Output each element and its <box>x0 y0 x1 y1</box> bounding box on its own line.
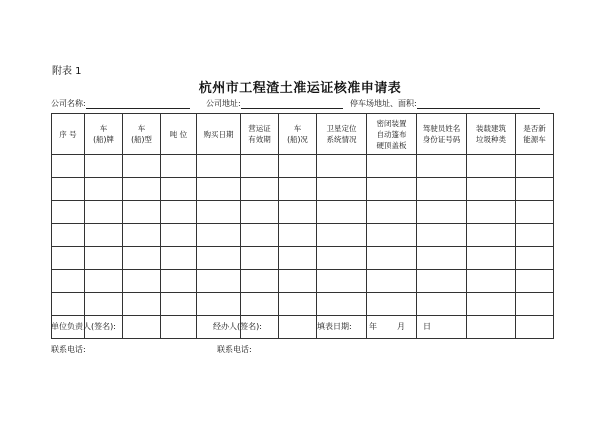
table-cell[interactable] <box>279 224 317 247</box>
fill-date-label: 填表日期: <box>317 322 352 331</box>
table-header-row <box>52 114 554 155</box>
table-cell[interactable] <box>52 178 85 201</box>
table-cell[interactable] <box>367 293 417 316</box>
table-row <box>52 178 554 201</box>
table-cell[interactable] <box>85 201 123 224</box>
table-cell[interactable] <box>161 270 197 293</box>
table-cell[interactable] <box>241 201 279 224</box>
table-cell[interactable] <box>279 270 317 293</box>
table-cell[interactable] <box>367 201 417 224</box>
table-cell[interactable] <box>197 293 241 316</box>
table-cell[interactable] <box>85 293 123 316</box>
table-cell[interactable] <box>85 224 123 247</box>
parking-field[interactable] <box>417 99 540 109</box>
handler-signature-label: 经办人(签名): <box>213 322 262 331</box>
table-cell[interactable] <box>161 224 197 247</box>
table-cell[interactable] <box>516 178 554 201</box>
table-cell[interactable] <box>161 316 197 339</box>
table-cell[interactable] <box>52 270 85 293</box>
table-cell[interactable] <box>317 201 367 224</box>
table-cell[interactable] <box>52 247 85 270</box>
table-cell[interactable] <box>279 178 317 201</box>
table-cell[interactable] <box>197 224 241 247</box>
table-cell[interactable] <box>467 178 516 201</box>
column-header: 购买日期 <box>197 114 241 155</box>
table-cell[interactable] <box>123 247 161 270</box>
column-header: 装载建筑 垃圾种类 <box>467 114 516 155</box>
attachment-label: 附表 1 <box>52 66 82 77</box>
application-table <box>51 113 554 339</box>
table-cell[interactable] <box>161 293 197 316</box>
table-cell[interactable] <box>417 224 467 247</box>
year-label: 年 <box>369 322 377 331</box>
table-cell[interactable] <box>241 178 279 201</box>
table-cell[interactable] <box>417 201 467 224</box>
table-cell[interactable] <box>516 293 554 316</box>
table-cell[interactable] <box>123 224 161 247</box>
table-cell[interactable] <box>317 247 367 270</box>
table-row <box>52 155 554 178</box>
table-cell[interactable] <box>161 201 197 224</box>
table-cell[interactable] <box>197 201 241 224</box>
table-cell[interactable] <box>367 270 417 293</box>
table-cell[interactable] <box>52 201 85 224</box>
table-cell[interactable] <box>317 270 367 293</box>
contact-phone-label-1: 联系电话: <box>51 345 86 354</box>
table-cell[interactable] <box>516 155 554 178</box>
table-row <box>52 293 554 316</box>
table-cell[interactable] <box>52 155 85 178</box>
column-header: 卫星定位 系统情况 <box>317 114 367 155</box>
table-cell[interactable] <box>123 178 161 201</box>
table-cell[interactable] <box>516 316 554 339</box>
day-label: 日 <box>423 322 431 331</box>
table-cell[interactable] <box>467 293 516 316</box>
column-header: 密闭装置 自动篷布 硬顶盖板 <box>367 114 417 155</box>
table-cell[interactable] <box>417 178 467 201</box>
table-cell[interactable] <box>52 293 85 316</box>
table-cell[interactable] <box>241 270 279 293</box>
table-cell[interactable] <box>467 270 516 293</box>
table-cell[interactable] <box>123 293 161 316</box>
table-cell[interactable] <box>516 247 554 270</box>
table-cell[interactable] <box>241 247 279 270</box>
table-cell[interactable] <box>467 247 516 270</box>
table-cell[interactable] <box>85 178 123 201</box>
table-row <box>52 247 554 270</box>
table-cell[interactable] <box>317 178 367 201</box>
parking-label: 停车场地址、面积: <box>350 99 417 108</box>
table-cell[interactable] <box>241 155 279 178</box>
table-cell[interactable] <box>197 270 241 293</box>
table-cell[interactable] <box>417 270 467 293</box>
table-cell[interactable] <box>367 224 417 247</box>
table-cell[interactable] <box>85 270 123 293</box>
table-cell[interactable] <box>516 270 554 293</box>
table-cell[interactable] <box>123 155 161 178</box>
table-cell[interactable] <box>123 201 161 224</box>
company-name-field[interactable] <box>86 99 190 109</box>
table-cell[interactable] <box>279 201 317 224</box>
table-cell[interactable] <box>317 224 367 247</box>
table-cell[interactable] <box>161 155 197 178</box>
table-cell[interactable] <box>197 178 241 201</box>
table-cell[interactable] <box>197 247 241 270</box>
column-header: 车 (船)型 <box>123 114 161 155</box>
table-cell[interactable] <box>516 224 554 247</box>
table-row <box>52 201 554 224</box>
table-cell[interactable] <box>467 316 516 339</box>
table-row <box>52 270 554 293</box>
form-title: 杭州市工程渣土准运证核准申请表 <box>198 81 402 96</box>
table-cell[interactable] <box>417 293 467 316</box>
table-cell[interactable] <box>516 201 554 224</box>
table-cell[interactable] <box>85 247 123 270</box>
column-header: 车 (船)牌 <box>85 114 123 155</box>
table-cell[interactable] <box>197 155 241 178</box>
column-header: 驾驶员姓名 身份证号码 <box>417 114 467 155</box>
column-header: 营运证 有效期 <box>241 114 279 155</box>
company-name-label: 公司名称: <box>51 99 86 108</box>
company-name-row <box>51 98 190 109</box>
table-cell[interactable] <box>279 316 317 339</box>
table-cell[interactable] <box>317 155 367 178</box>
table-cell[interactable] <box>279 247 317 270</box>
table-cell[interactable] <box>279 293 317 316</box>
table-body <box>52 155 554 339</box>
table-cell[interactable] <box>123 316 161 339</box>
unit-leader-signature-label: 单位负责人(签名): <box>51 322 116 331</box>
contact-phone-label-2: 联系电话: <box>217 345 252 354</box>
table-cell[interactable] <box>417 155 467 178</box>
table-cell[interactable] <box>161 247 197 270</box>
table-cell[interactable] <box>241 293 279 316</box>
table-cell[interactable] <box>417 247 467 270</box>
month-label: 月 <box>397 322 405 331</box>
table-cell[interactable] <box>279 155 317 178</box>
table-cell[interactable] <box>317 293 367 316</box>
company-address-field[interactable] <box>241 99 343 109</box>
column-header: 是否新 能源车 <box>516 114 554 155</box>
table-cell[interactable] <box>161 178 197 201</box>
column-header: 车 (船)况 <box>279 114 317 155</box>
table-cell[interactable] <box>367 178 417 201</box>
table-cell[interactable] <box>367 155 417 178</box>
table-cell[interactable] <box>123 270 161 293</box>
column-header: 序 号 <box>52 114 85 155</box>
table-cell[interactable] <box>467 224 516 247</box>
table-cell[interactable] <box>241 224 279 247</box>
company-address-row <box>206 98 343 109</box>
table-cell[interactable] <box>52 224 85 247</box>
table-cell[interactable] <box>467 155 516 178</box>
table-cell[interactable] <box>367 247 417 270</box>
company-address-label: 公司地址: <box>206 99 241 108</box>
table-cell[interactable] <box>467 201 516 224</box>
table-cell[interactable] <box>85 155 123 178</box>
parking-row <box>350 98 540 109</box>
table-row <box>52 224 554 247</box>
table-row <box>52 316 554 339</box>
column-header: 吨 位 <box>161 114 197 155</box>
